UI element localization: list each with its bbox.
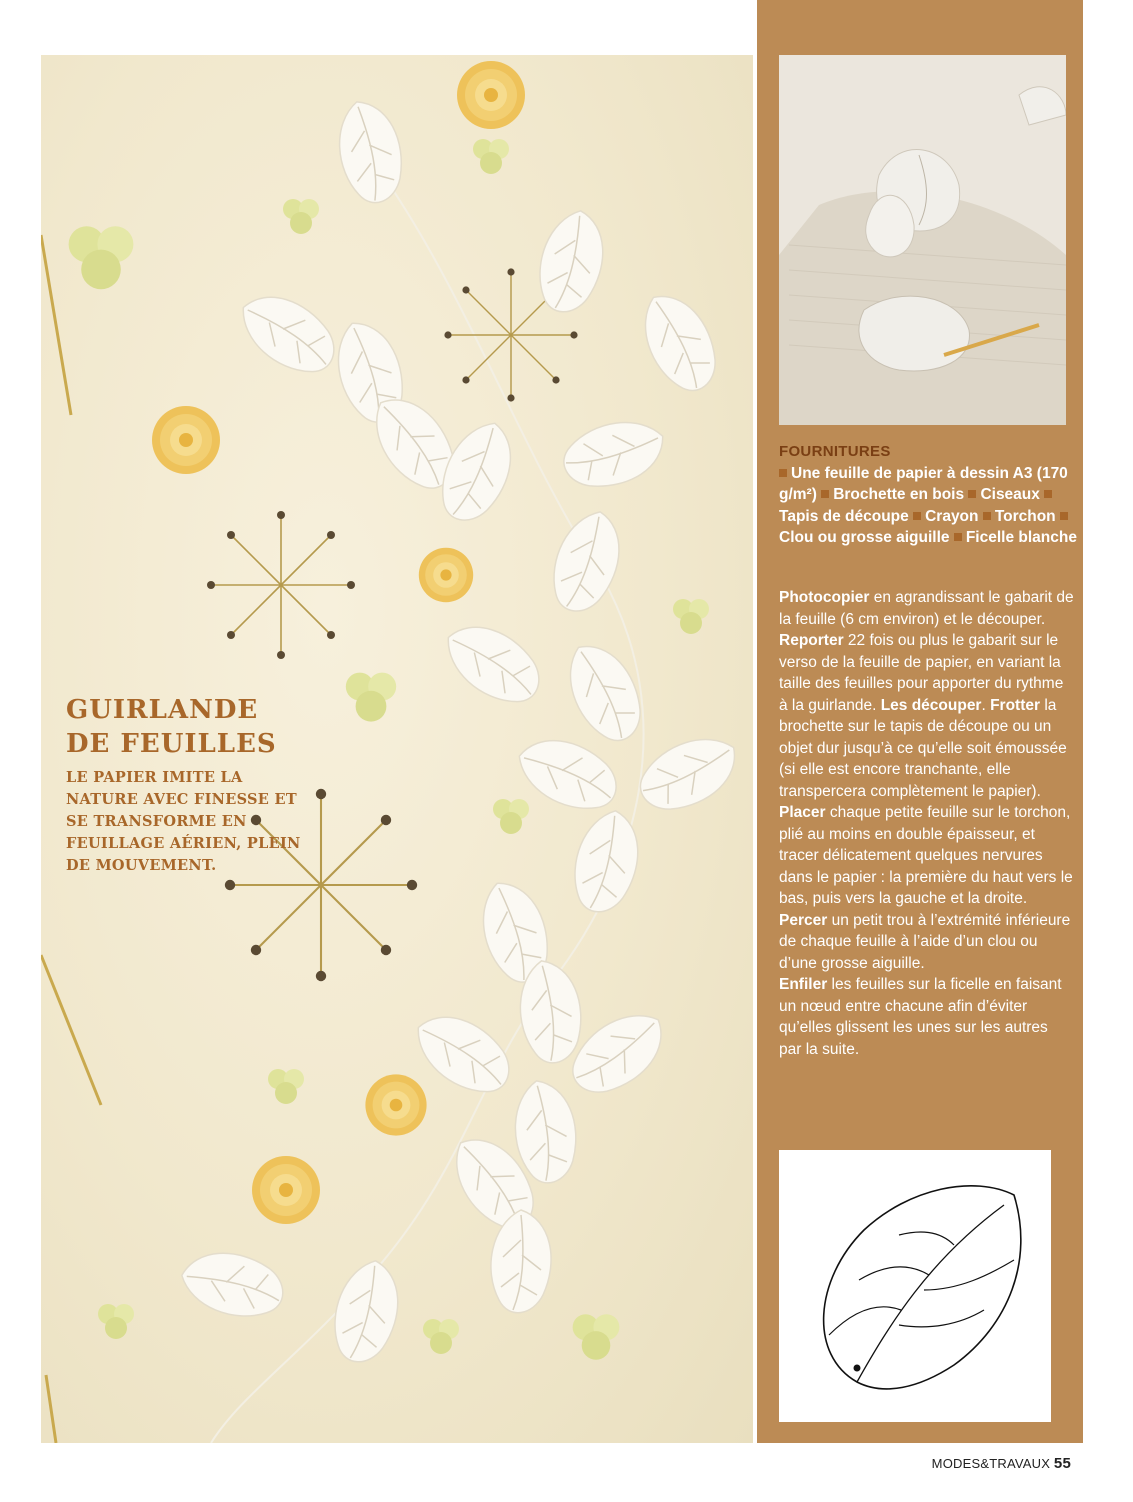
bullet-square-icon bbox=[1060, 512, 1068, 520]
supply-item: Torchon bbox=[994, 507, 1056, 525]
supply-item: Clou ou grosse aiguille bbox=[779, 529, 950, 546]
title-line-2: DE FEUILLES bbox=[66, 729, 277, 759]
step-text: chaque petite feuille sur le torchon, plié au moins en double épaisseur, et tracer délicatement quelques nervures dans le papier : la première du haut vers le bas, puis vers la gauche et la droite. bbox=[779, 804, 1073, 907]
supply-item: Ciseaux bbox=[980, 486, 1040, 503]
bullet-square-icon bbox=[821, 490, 829, 498]
step-verb: Placer bbox=[779, 804, 826, 821]
step-verb: Les découper bbox=[880, 696, 982, 714]
bullet-square-icon bbox=[983, 512, 991, 520]
step-text: un petit trou à l’extrémité inférieure de chaque feuille à l’aide d’un clou ou d’une grosse aiguille. bbox=[779, 911, 1071, 972]
supply-item: Ficelle blanche bbox=[965, 529, 1077, 546]
step-verb: Enfiler bbox=[779, 976, 828, 993]
supply-item: Tapis de découpe bbox=[779, 507, 909, 525]
step-text: la brochette sur le tapis de découpe ou un objet dur jusqu’à ce qu’elle soit émoussée (si elle est encore tranchante, elle transpercera complètement le papier). bbox=[779, 696, 1067, 800]
step-verb: Percer bbox=[779, 911, 828, 929]
inset-photo bbox=[779, 55, 1066, 425]
supply-item: Brochette en bois bbox=[833, 486, 965, 503]
bullet-square-icon bbox=[968, 490, 976, 498]
step-text: 22 fois ou plus le gabarit sur le verso de la feuille de papier, en variant la taille des feuilles pour apporter du rythme à la guirlande. bbox=[779, 632, 1064, 714]
page-footer bbox=[932, 1455, 1071, 1472]
page-number: 55 bbox=[1053, 1455, 1071, 1472]
step-verb: Reporter bbox=[779, 632, 844, 649]
step-verb: Frotter bbox=[990, 696, 1041, 714]
step-text: en agrandissant le gabarit de la feuille (6 cm environ) et le découper. bbox=[779, 589, 1074, 628]
embossing-leaf-illustration bbox=[779, 55, 1066, 425]
step-verb: Photocopier bbox=[779, 589, 870, 606]
supplies-list bbox=[779, 463, 1079, 549]
bullet-square-icon bbox=[1044, 490, 1052, 498]
bullet-square-icon bbox=[779, 469, 787, 477]
supply-item: Crayon bbox=[925, 507, 979, 525]
article-title-block bbox=[66, 693, 306, 877]
magazine-name: MODES&TRAVAUX bbox=[931, 1456, 1051, 1471]
supplies-heading: FOURNITURES bbox=[779, 443, 891, 460]
step-text: les feuilles sur la ficelle en faisant un nœud entre chacune afin d’éviter qu’elles glissent les unes sur les autres par la suite. bbox=[779, 976, 1062, 1058]
bullet-square-icon bbox=[913, 512, 921, 520]
supply-item: Une feuille de papier à dessin A3 (170 g/m²) bbox=[779, 464, 1068, 503]
instructions-text bbox=[779, 587, 1074, 1060]
leaf-outline-icon bbox=[779, 1150, 1051, 1422]
leaf-template-pattern bbox=[779, 1150, 1051, 1422]
bullet-square-icon bbox=[954, 533, 962, 541]
supplies-block bbox=[779, 441, 1079, 549]
subtitle: LE PAPIER IMITE LA NATURE AVEC FINESSE ET SE TRANSFORME EN FEUILLAGE AÉRIEN, PLEIN DE MOUVEMENT. bbox=[66, 769, 301, 874]
step-text: . bbox=[981, 696, 991, 714]
title-line-1: GUIRLANDE bbox=[66, 695, 259, 725]
